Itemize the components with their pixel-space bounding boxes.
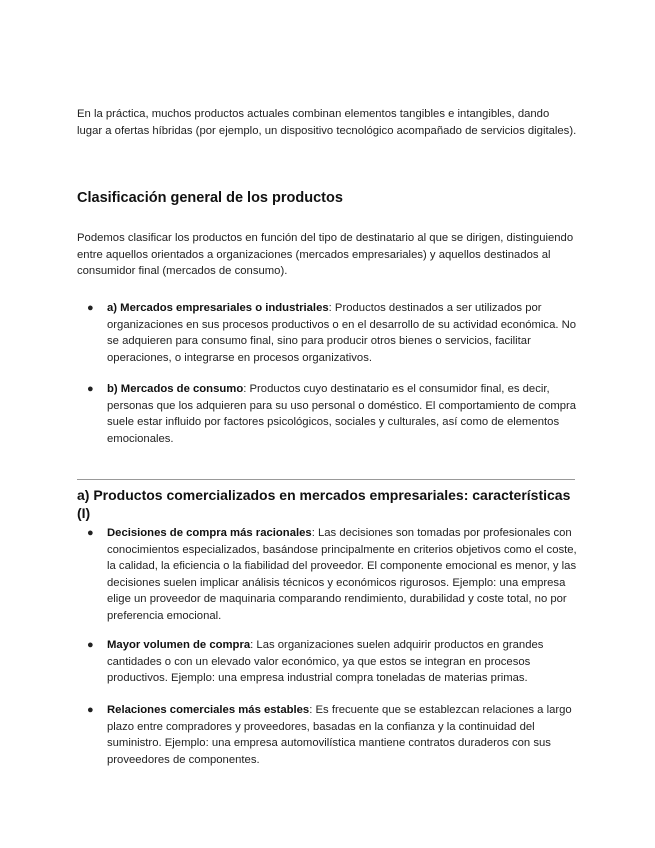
classification-paragraph: Podemos clasificar los productos en función del tipo de destinatario al que se dirigen, distinguiendo entre aquellos orientados a organizaciones (mercados empresariales) y aquellos destinados al consumidor final (mercados de consumo). [77,232,574,277]
list-item-label: Mayor volumen de compra [107,639,251,651]
list-item-mercados-consumo [87,381,577,447]
list-item-label: Relaciones comerciales más estables [107,704,310,716]
horizontal-divider [77,479,575,480]
section-heading-clasificacion: Clasificación general de los productos [77,190,343,206]
list-item-label: b) Mercados de consumo [107,383,244,395]
section-heading-productos-empresariales: a) Productos comercializados en mercados empresariales: características (I) [77,487,571,521]
list-item-text: : Productos destinados a ser utilizados por organizaciones en sus procesos productivos o en el desarrollo de su actividad económica. No se adquieren para consumo final, sino para producir otros bienes o servicios, facilitar operaciones, o integrarse en procesos organizativos. [107,302,577,364]
list-item-text: : Las decisiones son tomadas por profesionales con conocimientos especializados, basándose principalmente en criterios objetivos como el coste, la calidad, la eficiencia o la fiabilidad del proveedor. El componente emocional es menor, y las decisiones suelen implicar análisis técnicos y económicos rigurosos. Ejemplo: una empresa elige un proveedor de maquinaria comparando rendimiento, durabilidad y coste total, no por preferencia emocional. [107,527,577,622]
list-item-text: : Las organizaciones suelen adquirir productos en grandes cantidades o con un elevado valor económico, ya que estos se integran en procesos productivos. Ejemplo: una empresa industrial compra toneladas de materias primas. [107,639,544,684]
list-item-decisiones-racionales [87,525,577,624]
list-item-text: : Productos cuyo destinatario es el consumidor final, es decir, personas que los adquieren para su uso personal o doméstico. El comportamiento de compra suele estar influido por factores psicológicos, sociales y culturales, así como de elementos emocionales. [107,383,577,445]
bullet-icon: ● [87,302,94,314]
list-item-text: : Es frecuente que se establezcan relaciones a largo plazo entre compradores y proveedores, basadas en la confianza y la continuidad del suministro. Ejemplo: una empresa automovilística mantiene contratos duraderos con sus proveedores de componentes. [107,704,572,766]
list-item-volumen-compra [87,637,577,687]
list-item-label: a) Mercados empresariales o industriales [107,302,329,314]
list-item-mercados-empresariales [87,300,577,366]
bullet-icon: ● [87,383,94,395]
bullet-icon: ● [87,527,94,539]
list-item-label: Decisiones de compra más racionales [107,527,312,539]
intro-paragraph: En la práctica, muchos productos actuales combinan elementos tangibles e intangibles, dando lugar a ofertas híbridas (por ejemplo, un dispositivo tecnológico acompañado de servicios digitales). [77,108,577,137]
list-item-relaciones-estables [87,702,577,768]
bullet-icon: ● [87,704,94,716]
bullet-icon: ● [87,639,94,651]
